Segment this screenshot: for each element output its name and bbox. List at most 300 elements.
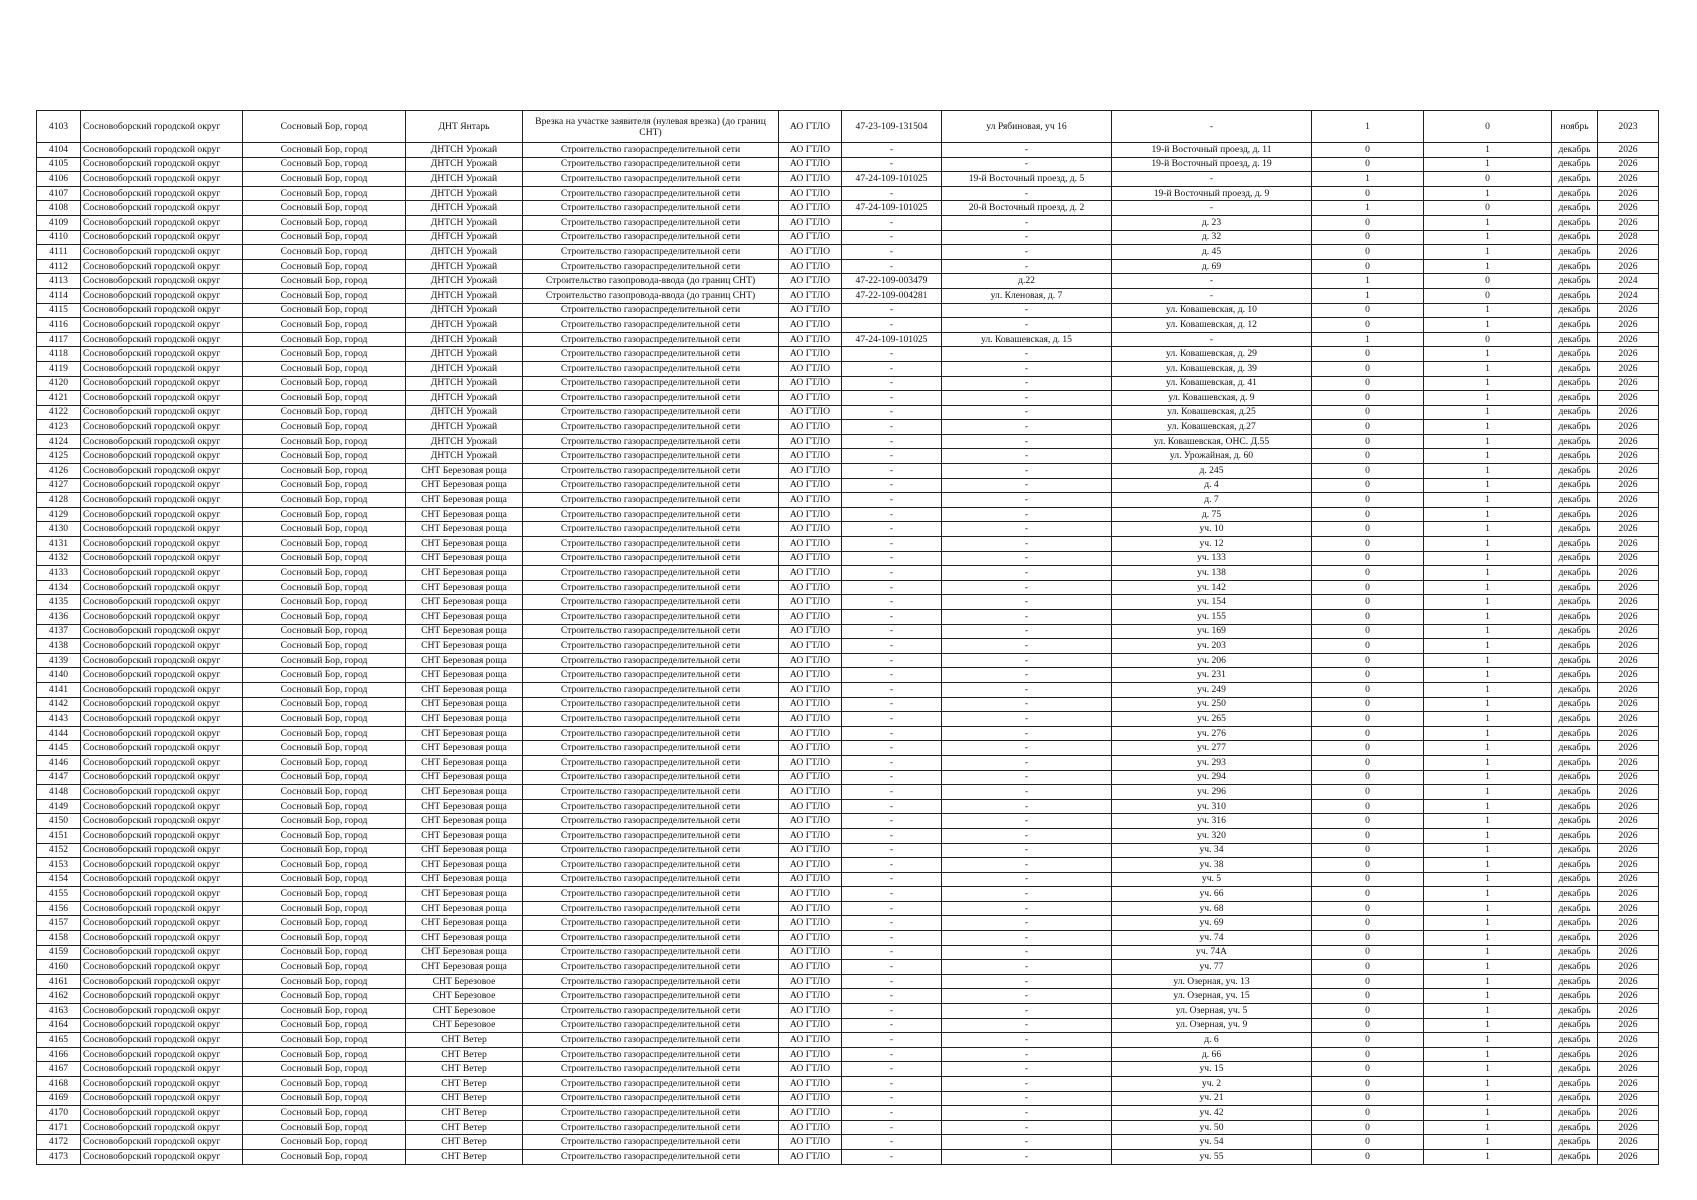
cell-work-type: Строительство газораспределительной сети <box>523 1149 779 1164</box>
cell-month: декабрь <box>1552 1120 1598 1135</box>
cell-address-contract: - <box>942 828 1112 843</box>
cell-number: 4128 <box>37 493 81 508</box>
cell-contract-code: - <box>842 420 942 435</box>
cell-address-plan: уч. 133 <box>1112 551 1312 566</box>
cell-work-type: Строительство газораспределительной сети <box>523 595 779 610</box>
table-row <box>37 872 1659 887</box>
cell-number: 4118 <box>37 347 81 362</box>
cell-month: декабрь <box>1552 785 1598 800</box>
cell-settlement: Сосновый Бор, город <box>243 111 406 143</box>
cell-count-b: 1 <box>1424 639 1552 654</box>
cell-contract-code: - <box>842 507 942 522</box>
cell-contract-code: - <box>842 901 942 916</box>
cell-organization: АО ГТЛО <box>779 989 842 1004</box>
cell-address-plan: уч. 42 <box>1112 1106 1312 1121</box>
cell-count-a: 1 <box>1312 332 1424 347</box>
cell-district: Сосновоборский городской округ <box>81 901 243 916</box>
cell-number: 4171 <box>37 1120 81 1135</box>
cell-settlement: Сосновый Бор, город <box>243 376 406 391</box>
cell-month: декабрь <box>1552 464 1598 479</box>
cell-district: Сосновоборский городской округ <box>81 916 243 931</box>
cell-address-plan: уч. 10 <box>1112 522 1312 537</box>
table-row <box>37 507 1659 522</box>
cell-count-b: 1 <box>1424 712 1552 727</box>
cell-work-type: Строительство газораспределительной сети <box>523 960 779 975</box>
cell-count-b: 1 <box>1424 434 1552 449</box>
cell-year: 2026 <box>1598 1077 1659 1092</box>
cell-district: Сосновоборский городской округ <box>81 551 243 566</box>
cell-work-type: Строительство газораспределительной сети <box>523 887 779 902</box>
cell-address-plan: уч. 5 <box>1112 872 1312 887</box>
cell-contract-code: - <box>842 1120 942 1135</box>
cell-count-a: 0 <box>1312 434 1424 449</box>
cell-contract-code: - <box>842 858 942 873</box>
cell-organization: АО ГТЛО <box>779 974 842 989</box>
cell-address-contract: - <box>942 610 1112 625</box>
cell-snt: СНТ Березовая роща <box>406 726 523 741</box>
cell-settlement: Сосновый Бор, город <box>243 989 406 1004</box>
cell-year: 2026 <box>1598 522 1659 537</box>
cell-work-type: Строительство газораспределительной сети <box>523 974 779 989</box>
cell-month: декабрь <box>1552 361 1598 376</box>
cell-address-plan: уч. 249 <box>1112 682 1312 697</box>
cell-year: 2026 <box>1598 828 1659 843</box>
cell-month: декабрь <box>1552 580 1598 595</box>
cell-count-a: 0 <box>1312 872 1424 887</box>
cell-settlement: Сосновый Бор, город <box>243 215 406 230</box>
cell-address-contract: - <box>942 318 1112 333</box>
table-row <box>37 288 1659 303</box>
cell-snt: СНТ Березовая роща <box>406 493 523 508</box>
cell-count-b: 0 <box>1424 111 1552 143</box>
cell-number: 4140 <box>37 668 81 683</box>
cell-organization: АО ГТЛО <box>779 1018 842 1033</box>
cell-month: декабрь <box>1552 215 1598 230</box>
cell-address-plan: уч. 142 <box>1112 580 1312 595</box>
cell-organization: АО ГТЛО <box>779 755 842 770</box>
cell-district: Сосновоборский городской округ <box>81 1004 243 1019</box>
cell-month: декабрь <box>1552 799 1598 814</box>
cell-address-plan: уч. 276 <box>1112 726 1312 741</box>
cell-address-contract: - <box>942 624 1112 639</box>
cell-number: 4173 <box>37 1149 81 1164</box>
cell-contract-code: - <box>842 726 942 741</box>
cell-address-contract: - <box>942 974 1112 989</box>
cell-address-plan: уч. 203 <box>1112 639 1312 654</box>
table-row <box>37 405 1659 420</box>
cell-district: Сосновоборский городской округ <box>81 391 243 406</box>
cell-address-contract: - <box>942 668 1112 683</box>
cell-contract-code: - <box>842 464 942 479</box>
table-row <box>37 916 1659 931</box>
cell-month: декабрь <box>1552 230 1598 245</box>
cell-count-a: 1 <box>1312 274 1424 289</box>
cell-month: декабрь <box>1552 595 1598 610</box>
cell-number: 4127 <box>37 478 81 493</box>
cell-district: Сосновоборский городской округ <box>81 186 243 201</box>
cell-year: 2026 <box>1598 741 1659 756</box>
cell-year: 2026 <box>1598 580 1659 595</box>
cell-contract-code: - <box>842 1047 942 1062</box>
cell-organization: АО ГТЛО <box>779 639 842 654</box>
table-row <box>37 931 1659 946</box>
cell-district: Сосновоборский городской округ <box>81 1149 243 1164</box>
cell-organization: АО ГТЛО <box>779 172 842 187</box>
cell-month: декабрь <box>1552 858 1598 873</box>
cell-month: декабрь <box>1552 624 1598 639</box>
cell-month: декабрь <box>1552 843 1598 858</box>
cell-count-a: 0 <box>1312 814 1424 829</box>
cell-count-b: 1 <box>1424 595 1552 610</box>
cell-settlement: Сосновый Бор, город <box>243 1004 406 1019</box>
cell-address-plan: ул. Ковашевская, д. 39 <box>1112 361 1312 376</box>
cell-count-b: 1 <box>1424 1106 1552 1121</box>
cell-number: 4151 <box>37 828 81 843</box>
cell-snt: СНТ Березовая роща <box>406 770 523 785</box>
table-row <box>37 493 1659 508</box>
cell-address-plan: 19-й Восточный проезд, д. 19 <box>1112 157 1312 172</box>
cell-settlement: Сосновый Бор, город <box>243 420 406 435</box>
cell-district: Сосновоборский городской округ <box>81 1047 243 1062</box>
cell-count-a: 0 <box>1312 931 1424 946</box>
cell-month: декабрь <box>1552 566 1598 581</box>
cell-month: декабрь <box>1552 916 1598 931</box>
cell-settlement: Сосновый Бор, город <box>243 741 406 756</box>
cell-address-plan: ул. Ковашевская, д. 10 <box>1112 303 1312 318</box>
cell-month: декабрь <box>1552 288 1598 303</box>
cell-settlement: Сосновый Бор, город <box>243 682 406 697</box>
cell-address-plan: уч. 34 <box>1112 843 1312 858</box>
cell-snt: ДНТСН Урожай <box>406 332 523 347</box>
cell-year: 2023 <box>1598 111 1659 143</box>
cell-count-b: 0 <box>1424 288 1552 303</box>
cell-district: Сосновоборский городской округ <box>81 111 243 143</box>
cell-address-plan: уч. 12 <box>1112 537 1312 552</box>
cell-month: декабрь <box>1552 697 1598 712</box>
cell-address-contract: - <box>942 376 1112 391</box>
cell-settlement: Сосновый Бор, город <box>243 259 406 274</box>
cell-contract-code: - <box>842 916 942 931</box>
cell-settlement: Сосновый Бор, город <box>243 245 406 260</box>
cell-work-type: Строительство газораспределительной сети <box>523 230 779 245</box>
cell-snt: СНТ Березовое <box>406 974 523 989</box>
cell-month: декабрь <box>1552 901 1598 916</box>
table-row <box>37 741 1659 756</box>
cell-organization: АО ГТЛО <box>779 828 842 843</box>
cell-year: 2026 <box>1598 843 1659 858</box>
cell-organization: АО ГТЛО <box>779 741 842 756</box>
cell-contract-code: - <box>842 668 942 683</box>
cell-year: 2026 <box>1598 901 1659 916</box>
cell-settlement: Сосновый Бор, город <box>243 668 406 683</box>
cell-address-plan: уч. 277 <box>1112 741 1312 756</box>
cell-work-type: Строительство газораспределительной сети <box>523 434 779 449</box>
cell-address-contract: - <box>942 799 1112 814</box>
cell-snt: СНТ Березовая роща <box>406 580 523 595</box>
cell-address-plan: д. 45 <box>1112 245 1312 260</box>
cell-count-b: 1 <box>1424 653 1552 668</box>
table-row <box>37 376 1659 391</box>
cell-district: Сосновоборский городской округ <box>81 887 243 902</box>
cell-settlement: Сосновый Бор, город <box>243 143 406 158</box>
cell-work-type: Строительство газораспределительной сети <box>523 785 779 800</box>
cell-year: 2026 <box>1598 201 1659 216</box>
cell-contract-code: - <box>842 770 942 785</box>
cell-address-plan: уч. 293 <box>1112 755 1312 770</box>
cell-address-plan: уч. 138 <box>1112 566 1312 581</box>
cell-district: Сосновоборский городской округ <box>81 347 243 362</box>
cell-year: 2026 <box>1598 1033 1659 1048</box>
cell-work-type: Строительство газораспределительной сети <box>523 697 779 712</box>
cell-number: 4104 <box>37 143 81 158</box>
cell-year: 2026 <box>1598 858 1659 873</box>
cell-work-type: Строительство газораспределительной сети <box>523 215 779 230</box>
cell-district: Сосновоборский городской округ <box>81 945 243 960</box>
cell-snt: СНТ Березовая роща <box>406 858 523 873</box>
cell-contract-code: - <box>842 215 942 230</box>
cell-address-plan: - <box>1112 111 1312 143</box>
cell-snt: СНТ Березовая роща <box>406 799 523 814</box>
cell-count-b: 1 <box>1424 551 1552 566</box>
cell-settlement: Сосновый Бор, город <box>243 697 406 712</box>
cell-work-type: Строительство газораспределительной сети <box>523 449 779 464</box>
cell-district: Сосновоборский городской округ <box>81 580 243 595</box>
cell-organization: АО ГТЛО <box>779 332 842 347</box>
cell-count-a: 0 <box>1312 653 1424 668</box>
cell-number: 4134 <box>37 580 81 595</box>
cell-month: декабрь <box>1552 318 1598 333</box>
cell-number: 4172 <box>37 1135 81 1150</box>
cell-work-type: Строительство газораспределительной сети <box>523 1047 779 1062</box>
cell-work-type: Строительство газораспределительной сети <box>523 726 779 741</box>
cell-work-type: Строительство газопровода-ввода (до границ СНТ) <box>523 274 779 289</box>
cell-number: 4149 <box>37 799 81 814</box>
cell-organization: АО ГТЛО <box>779 624 842 639</box>
table-row <box>37 449 1659 464</box>
cell-address-plan: уч. 68 <box>1112 901 1312 916</box>
cell-number: 4162 <box>37 989 81 1004</box>
cell-address-contract: - <box>942 901 1112 916</box>
cell-count-b: 1 <box>1424 741 1552 756</box>
cell-month: декабрь <box>1552 376 1598 391</box>
cell-work-type: Строительство газораспределительной сети <box>523 405 779 420</box>
cell-snt: СНТ Березовое <box>406 989 523 1004</box>
cell-count-a: 0 <box>1312 770 1424 785</box>
cell-count-a: 0 <box>1312 989 1424 1004</box>
cell-year: 2026 <box>1598 697 1659 712</box>
cell-address-plan: уч. 316 <box>1112 814 1312 829</box>
cell-year: 2026 <box>1598 186 1659 201</box>
cell-snt: ДНТСН Урожай <box>406 201 523 216</box>
table-row <box>37 799 1659 814</box>
cell-contract-code: - <box>842 1062 942 1077</box>
cell-work-type: Строительство газораспределительной сети <box>523 843 779 858</box>
cell-month: декабрь <box>1552 434 1598 449</box>
cell-address-plan: уч. 154 <box>1112 595 1312 610</box>
cell-snt: СНТ Березовая роща <box>406 537 523 552</box>
cell-address-plan: д. 23 <box>1112 215 1312 230</box>
cell-year: 2026 <box>1598 420 1659 435</box>
cell-address-plan: д. 6 <box>1112 1033 1312 1048</box>
cell-work-type: Строительство газораспределительной сети <box>523 303 779 318</box>
cell-settlement: Сосновый Бор, город <box>243 828 406 843</box>
cell-year: 2026 <box>1598 493 1659 508</box>
cell-number: 4153 <box>37 858 81 873</box>
cell-count-b: 1 <box>1424 1091 1552 1106</box>
cell-snt: СНТ Березовая роща <box>406 668 523 683</box>
cell-address-plan: уч. 294 <box>1112 770 1312 785</box>
cell-settlement: Сосновый Бор, город <box>243 785 406 800</box>
cell-address-contract: - <box>942 143 1112 158</box>
table-row <box>37 785 1659 800</box>
cell-address-contract: ул Рябиновая, уч 16 <box>942 111 1112 143</box>
cell-work-type: Строительство газораспределительной сети <box>523 770 779 785</box>
cell-contract-code: - <box>842 143 942 158</box>
cell-year: 2026 <box>1598 332 1659 347</box>
cell-count-b: 1 <box>1424 1149 1552 1164</box>
cell-work-type: Строительство газораспределительной сети <box>523 522 779 537</box>
cell-settlement: Сосновый Бор, город <box>243 172 406 187</box>
cell-address-plan: д. 245 <box>1112 464 1312 479</box>
cell-contract-code: - <box>842 931 942 946</box>
cell-district: Сосновоборский городской округ <box>81 843 243 858</box>
cell-district: Сосновоборский городской округ <box>81 624 243 639</box>
cell-number: 4126 <box>37 464 81 479</box>
cell-snt: СНТ Березовая роща <box>406 682 523 697</box>
cell-count-b: 1 <box>1424 931 1552 946</box>
cell-count-b: 1 <box>1424 828 1552 843</box>
cell-address-plan: д. 75 <box>1112 507 1312 522</box>
cell-number: 4148 <box>37 785 81 800</box>
cell-contract-code: - <box>842 872 942 887</box>
cell-count-b: 1 <box>1424 858 1552 873</box>
cell-number: 4114 <box>37 288 81 303</box>
table-row <box>37 274 1659 289</box>
cell-district: Сосновоборский городской округ <box>81 376 243 391</box>
cell-count-a: 0 <box>1312 901 1424 916</box>
cell-address-contract: - <box>942 1018 1112 1033</box>
cell-year: 2026 <box>1598 464 1659 479</box>
cell-address-contract: - <box>942 1077 1112 1092</box>
cell-address-contract: - <box>942 434 1112 449</box>
cell-address-contract: - <box>942 391 1112 406</box>
cell-snt: СНТ Ветер <box>406 1077 523 1092</box>
cell-district: Сосновоборский городской округ <box>81 653 243 668</box>
cell-settlement: Сосновый Бор, город <box>243 1135 406 1150</box>
cell-count-a: 0 <box>1312 1018 1424 1033</box>
cell-contract-code: - <box>842 537 942 552</box>
cell-address-contract: - <box>942 1033 1112 1048</box>
cell-snt: СНТ Березовая роща <box>406 814 523 829</box>
cell-work-type: Строительство газораспределительной сети <box>523 1018 779 1033</box>
cell-address-contract: - <box>942 697 1112 712</box>
cell-year: 2026 <box>1598 376 1659 391</box>
cell-count-a: 0 <box>1312 1091 1424 1106</box>
cell-number: 4144 <box>37 726 81 741</box>
cell-work-type: Строительство газораспределительной сети <box>523 931 779 946</box>
cell-month: декабрь <box>1552 931 1598 946</box>
cell-organization: АО ГТЛО <box>779 420 842 435</box>
cell-contract-code: - <box>842 712 942 727</box>
cell-year: 2026 <box>1598 1106 1659 1121</box>
cell-district: Сосновоборский городской округ <box>81 259 243 274</box>
cell-count-b: 1 <box>1424 376 1552 391</box>
cell-district: Сосновоборский городской округ <box>81 960 243 975</box>
cell-settlement: Сосновый Бор, город <box>243 901 406 916</box>
cell-district: Сосновоборский городской округ <box>81 537 243 552</box>
cell-contract-code: - <box>842 1018 942 1033</box>
cell-address-contract: - <box>942 259 1112 274</box>
cell-address-contract: - <box>942 712 1112 727</box>
cell-count-a: 0 <box>1312 887 1424 902</box>
cell-month: декабрь <box>1552 420 1598 435</box>
cell-address-plan: уч. 38 <box>1112 858 1312 873</box>
cell-organization: АО ГТЛО <box>779 726 842 741</box>
cell-number: 4145 <box>37 741 81 756</box>
cell-count-b: 1 <box>1424 668 1552 683</box>
cell-count-a: 0 <box>1312 595 1424 610</box>
cell-address-plan: ул. Озерная, уч. 13 <box>1112 974 1312 989</box>
cell-year: 2026 <box>1598 143 1659 158</box>
cell-organization: АО ГТЛО <box>779 1120 842 1135</box>
cell-number: 4146 <box>37 755 81 770</box>
cell-snt: СНТ Березовая роща <box>406 712 523 727</box>
cell-settlement: Сосновый Бор, город <box>243 872 406 887</box>
cell-count-b: 1 <box>1424 1120 1552 1135</box>
cell-settlement: Сосновый Бор, город <box>243 361 406 376</box>
cell-count-a: 0 <box>1312 755 1424 770</box>
cell-settlement: Сосновый Бор, город <box>243 624 406 639</box>
table-row <box>37 843 1659 858</box>
cell-count-a: 0 <box>1312 259 1424 274</box>
cell-count-a: 0 <box>1312 828 1424 843</box>
cell-year: 2026 <box>1598 653 1659 668</box>
cell-year: 2026 <box>1598 434 1659 449</box>
cell-month: декабрь <box>1552 245 1598 260</box>
cell-address-contract: - <box>942 1091 1112 1106</box>
cell-count-b: 1 <box>1424 391 1552 406</box>
cell-address-plan: уч. 74А <box>1112 945 1312 960</box>
cell-count-b: 1 <box>1424 186 1552 201</box>
cell-organization: АО ГТЛО <box>779 872 842 887</box>
cell-number: 4164 <box>37 1018 81 1033</box>
cell-settlement: Сосновый Бор, город <box>243 916 406 931</box>
cell-settlement: Сосновый Бор, город <box>243 887 406 902</box>
cell-address-plan: уч. 169 <box>1112 624 1312 639</box>
cell-snt: СНТ Березовая роща <box>406 697 523 712</box>
cell-address-contract: - <box>942 653 1112 668</box>
cell-month: декабрь <box>1552 1062 1598 1077</box>
cell-settlement: Сосновый Бор, город <box>243 186 406 201</box>
cell-month: декабрь <box>1552 522 1598 537</box>
cell-number: 4137 <box>37 624 81 639</box>
table-row <box>37 464 1659 479</box>
cell-count-b: 1 <box>1424 697 1552 712</box>
cell-contract-code: - <box>842 624 942 639</box>
cell-number: 4130 <box>37 522 81 537</box>
cell-district: Сосновоборский городской округ <box>81 1033 243 1048</box>
cell-address-contract: - <box>942 303 1112 318</box>
cell-work-type: Строительство газораспределительной сети <box>523 741 779 756</box>
cell-address-plan: уч. 54 <box>1112 1135 1312 1150</box>
cell-snt: ДНТСН Урожай <box>406 230 523 245</box>
cell-district: Сосновоборский городской округ <box>81 478 243 493</box>
cell-contract-code: - <box>842 595 942 610</box>
cell-number: 4117 <box>37 332 81 347</box>
cell-number: 4169 <box>37 1091 81 1106</box>
cell-address-contract: - <box>942 361 1112 376</box>
cell-count-a: 0 <box>1312 1149 1424 1164</box>
